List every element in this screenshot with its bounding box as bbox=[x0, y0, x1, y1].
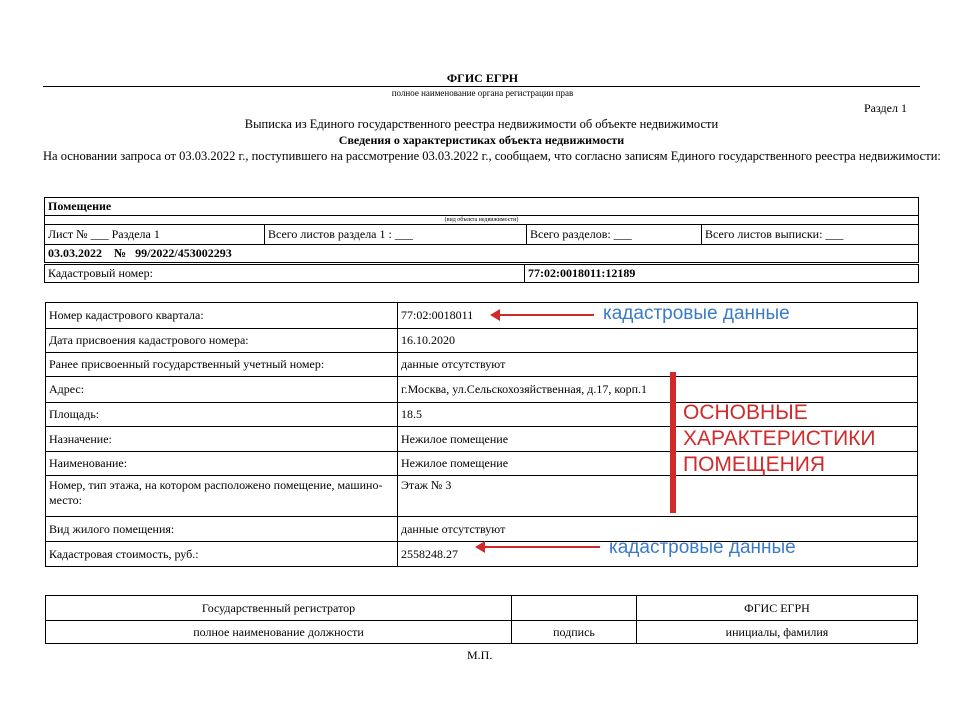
characteristic-label: Адрес: bbox=[46, 377, 398, 403]
position-caption: полное наименование должности bbox=[46, 621, 512, 644]
object-info-table bbox=[44, 197, 919, 263]
date-number-cell bbox=[45, 245, 919, 263]
arrow-left-icon bbox=[490, 309, 500, 321]
registrar-name: ФГИС ЕГРН bbox=[637, 596, 918, 621]
annotation-line-3: ПОМЕЩЕНИЯ bbox=[683, 453, 826, 476]
cadastral-number-label: Кадастровый номер: bbox=[45, 265, 525, 283]
header-divider bbox=[43, 86, 920, 87]
registry-name: ФГИС ЕГРН bbox=[446, 71, 519, 85]
characteristic-value: 77:02:0018011 bbox=[398, 303, 918, 329]
characteristic-label: Номер кадастрового квартала: bbox=[46, 303, 398, 329]
characteristic-value: 16.10.2020 bbox=[398, 329, 918, 353]
characteristic-label: Кадастровая стоимость, руб.: bbox=[46, 542, 398, 567]
characteristic-label: Площадь: bbox=[46, 403, 398, 427]
arrow-left-icon bbox=[475, 541, 485, 553]
sheets-in-section-cell: Всего листов раздела 1 : ___ bbox=[265, 225, 527, 245]
characteristic-label: Дата присвоения кадастрового номера: bbox=[46, 329, 398, 353]
total-sheets-cell: Всего листов выписки: ___ bbox=[702, 225, 919, 245]
characteristic-value: Этаж № 3 bbox=[398, 476, 918, 517]
annotation-cadastral-bottom: кадастровые данные bbox=[609, 537, 796, 558]
registrar-position: Государственный регистратор bbox=[46, 596, 512, 621]
signature-field bbox=[512, 596, 637, 621]
annotation-line-1: ОСНОВНЫЕ bbox=[683, 401, 808, 424]
characteristic-value: 2558248.27 bbox=[398, 542, 918, 567]
characteristic-label: Наименование: bbox=[46, 452, 398, 476]
characteristic-value: Нежилое помещение bbox=[398, 427, 918, 452]
characteristic-row bbox=[46, 476, 918, 517]
signature-table bbox=[45, 595, 918, 644]
annotation-cadastral-top: кадастровые данные bbox=[603, 303, 790, 324]
characteristic-value: данные отсутствуют bbox=[398, 353, 918, 377]
object-type-caption: (вид объекта недвижимости) bbox=[45, 216, 919, 225]
section-label: Раздел 1 bbox=[864, 101, 907, 115]
characteristic-value: Нежилое помещение bbox=[398, 452, 918, 476]
cadastral-number-value: 77:02:0018011:12189 bbox=[525, 265, 919, 283]
characteristic-row bbox=[46, 353, 918, 377]
registry-caption: полное наименование органа регистрации прав bbox=[391, 88, 574, 98]
bracket-bar bbox=[670, 372, 676, 513]
cadastral-number-table bbox=[44, 264, 919, 283]
extract-date: 03.03.2022 bbox=[48, 246, 102, 260]
total-sections-cell: Всего разделов: ___ bbox=[527, 225, 702, 245]
characteristic-label: Номер, тип этажа, на котором расположено помещение, машино-место: bbox=[46, 476, 398, 517]
doc-title: Выписка из Единого государственного реестра недвижимости об объекте недвижимости bbox=[244, 117, 719, 131]
signature-caption: подпись bbox=[512, 621, 637, 644]
characteristic-row bbox=[46, 377, 918, 403]
annotation-line-2: ХАРАКТЕРИСТИКИ bbox=[683, 427, 876, 450]
sheet-cell: Лист № ___ Раздела 1 bbox=[45, 225, 265, 245]
object-type-cell bbox=[45, 198, 919, 216]
arrow-line-bottom bbox=[483, 546, 600, 548]
stamp-label: М.П. bbox=[467, 648, 493, 662]
number-label: № bbox=[114, 246, 127, 260]
intro-text: На основании запроса от 03.03.2022 г., поступившего на рассмотрение 03.03.2022 г., сообщаем, что согласно записям Единого государственного реестра недвижимости: bbox=[43, 149, 941, 163]
characteristic-label: Ранее присвоенный государственный учетный номер: bbox=[46, 353, 398, 377]
extract-number: 99/2022/453002293 bbox=[135, 246, 232, 260]
characteristic-value: 18.5 bbox=[398, 403, 918, 427]
characteristic-value: данные отсутствуют bbox=[398, 517, 918, 542]
characteristic-label: Вид жилого помещения: bbox=[46, 517, 398, 542]
arrow-line-top bbox=[498, 314, 594, 316]
doc-subtitle: Сведения о характеристиках объекта недвижимости bbox=[338, 133, 625, 147]
characteristic-row bbox=[46, 329, 918, 353]
characteristic-value: г.Москва, ул.Сельскохозяйственная, д.17, корп.1 bbox=[398, 377, 918, 403]
characteristic-label: Назначение: bbox=[46, 427, 398, 452]
object-type: Помещение bbox=[48, 199, 112, 213]
name-caption: инициалы, фамилия bbox=[637, 621, 918, 644]
annotation-main-characteristics bbox=[683, 400, 876, 478]
